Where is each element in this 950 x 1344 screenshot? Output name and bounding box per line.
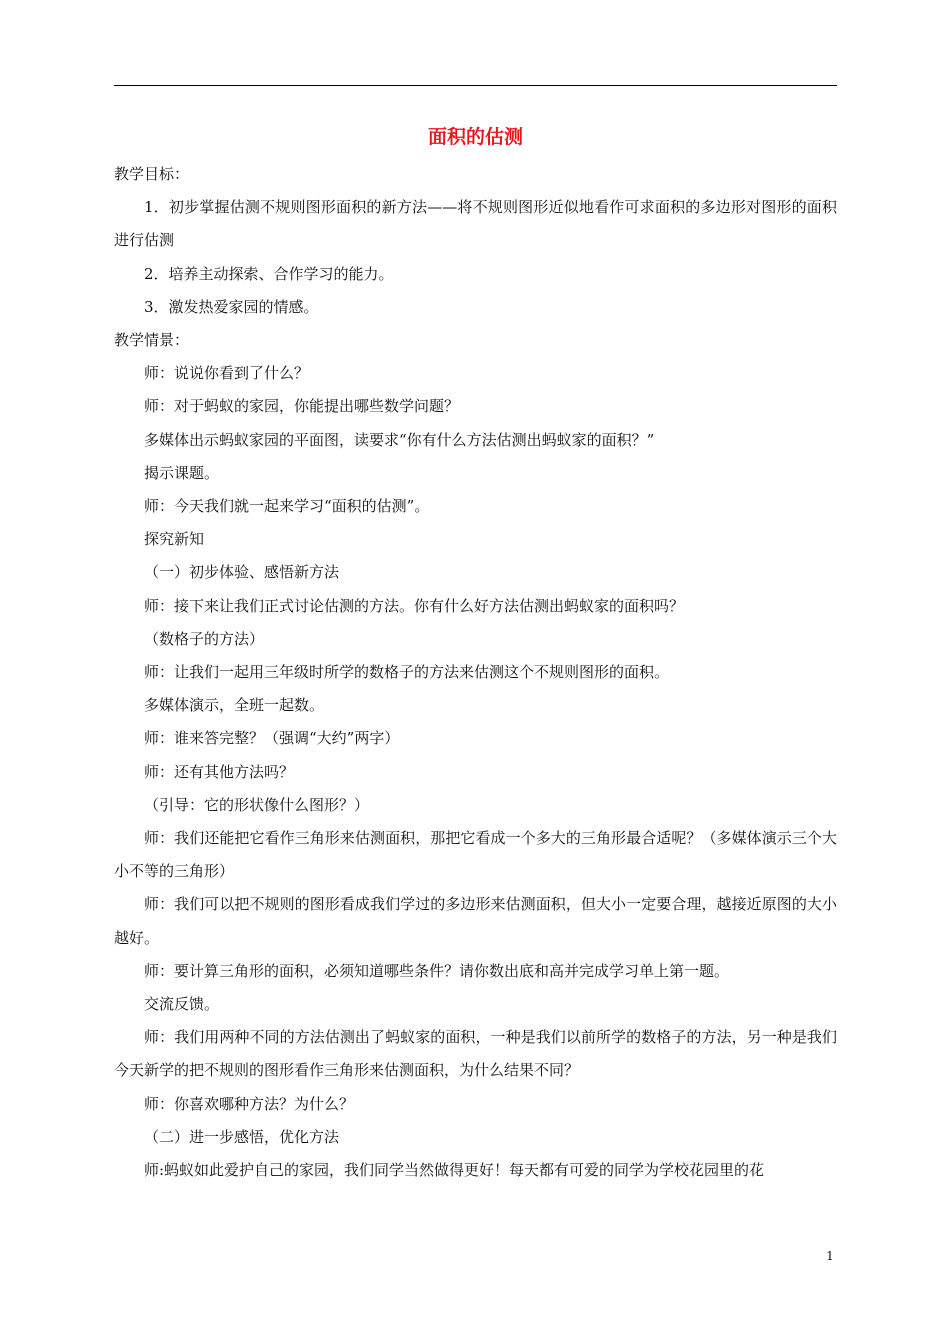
paragraph: 多媒体演示，全班一起数。 (144, 696, 325, 715)
paragraph: 师：还有其他方法吗？ (144, 762, 295, 781)
paragraph: 师：接下来让我们正式讨论估测的方法。你有什么好方法估测出蚂蚁家的面积吗？ (144, 596, 685, 615)
paragraph: 交流反馈。 (144, 995, 220, 1014)
paragraph: （引导：它的形状像什么图形？） (144, 795, 370, 814)
paragraph: （数格子的方法） (144, 629, 265, 648)
paragraph: 师：我们用两种不同的方法估测出了蚂蚁家的面积，一种是我们以前所学的数格子的方法，另一种是我们今天新学的把不规则的图形看作三角形来估测面积，为什么结果不同？ (114, 1028, 837, 1080)
paragraph: 师：说说你看到了什么？ (144, 364, 310, 383)
paragraph: （二）进一步感悟，优化方法 (144, 1127, 340, 1146)
paragraph: 探究新知 (144, 530, 205, 549)
paragraph: 师：对于蚂蚁的家园，你能提出哪些数学问题？ (144, 397, 460, 416)
paragraph: 师：今天我们就一起来学习“面积的估测”。 (144, 497, 430, 516)
paragraph: 1．初步掌握估测不规则图形面积的新方法——将不规则图形近似地看作可求面积的多边形对图形的面积进行估测 (114, 198, 837, 250)
paragraph: 师：我们还能把它看作三角形来估测面积，那把它看成一个多大的三角形最合适呢？（多媒体演示三个大小不等的三角形） (114, 829, 837, 881)
paragraph: 揭示课题。 (144, 463, 220, 482)
header-rule (114, 85, 837, 86)
paragraph: 多媒体出示蚂蚁家园的平面图，读要求“你有什么方法估测出蚂蚁家的面积？” (144, 430, 655, 449)
paragraph: 师：我们可以把不规则的图形看成我们学过的多边形来估测面积，但大小一定要合理，越接近原图的大小越好。 (114, 895, 837, 947)
paragraph: 3．激发热爱家园的情感。 (144, 297, 319, 316)
paragraph: 师：谁来答完整？（强调“大约”两字） (144, 729, 400, 748)
paragraph: 师：要计算三角形的面积，必须知道哪些条件？请你数出底和高并完成学习单上第一题。 (144, 961, 730, 980)
paragraph: 师：让我们一起用三年级时所学的数格子的方法来估测这个不规则图形的面积。 (144, 663, 670, 682)
section-heading-scenario: 教学情景： (114, 331, 190, 350)
page-number: 1 (826, 1249, 834, 1263)
paragraph: （一）初步体验、感悟新方法 (144, 563, 340, 582)
paragraph: 师:蚂蚁如此爱护自己的家园，我们同学当然做得更好！每天都有可爱的同学为学校花园里的花 (144, 1161, 765, 1180)
section-heading-objectives: 教学目标： (114, 165, 190, 183)
paragraph: 2．培养主动探索、合作学习的能力。 (144, 264, 394, 283)
paragraph: 师：你喜欢哪种方法？为什么？ (144, 1094, 355, 1113)
document-title: 面积的估测 (427, 126, 523, 148)
document-body (114, 158, 837, 1187)
